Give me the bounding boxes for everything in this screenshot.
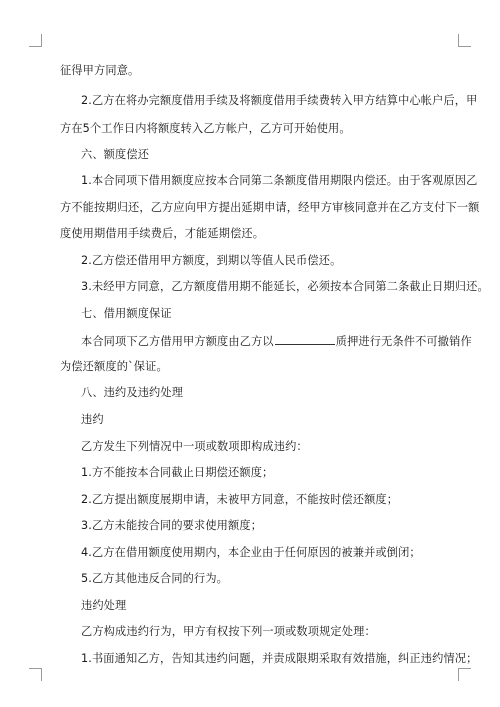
crop-mark-top-right [458, 34, 471, 47]
crop-mark-top-left [29, 34, 42, 47]
section-heading: 八、违约及违约处理 [81, 386, 184, 399]
subheading: 违约处理 [81, 599, 127, 612]
list-item: 1.书面通知乙方，告知其违约问题，并责成限期采取有效措施，纠正违约情况； [81, 652, 478, 665]
paragraph-line: 征得甲方同意。 [60, 64, 140, 77]
paragraph-line: 3.未经甲方同意，乙方额度借用期不能延长，必须按本合同第二条截止日期归还。 [81, 280, 489, 293]
pledge-text-after: 质押进行无条件不可撤销作 [335, 335, 472, 348]
list-item: 4.乙方在借用额度使用期内，本企业由于任何原因的被兼并或倒闭； [81, 546, 421, 559]
section-heading: 七、借用额度保证 [81, 307, 172, 320]
list-item: 1.方不能按本合同截止日期偿还额度； [81, 466, 274, 479]
list-item: 2.乙方提出额度展期申请，未被甲方同意，不能按时偿还额度； [81, 493, 399, 506]
section-heading: 六、额度偿还 [81, 148, 150, 161]
list-item: 5.乙方其他违反合同的行为。 [81, 572, 229, 585]
pledge-blank-field [275, 333, 335, 345]
paragraph-line: 乙方发生下列情况中一项或数项即构成违约： [81, 440, 308, 453]
crop-mark-bottom-right [458, 668, 471, 681]
paragraph-line: 方在5个工作日内将额度转入乙方帐户，乙方可开始使用。 [60, 122, 351, 135]
paragraph-line: 乙方构成违约行为，甲方有权按下列一项或数项规定处理： [81, 625, 376, 638]
subheading: 违约 [81, 413, 104, 426]
crop-mark-bottom-left [29, 668, 42, 681]
list-item: 3.乙方未能按合同的要求使用额度； [81, 519, 263, 532]
paragraph-line: 为偿还额度的`保证。 [60, 360, 168, 373]
paragraph-line: 1.本合同项下借用额度应按本合同第二条额度借用期限内偿还。由于客观原因乙 [81, 174, 478, 187]
paragraph-line [81, 333, 472, 350]
paragraph-line: 2.乙方偿还借用甲方额度，到期以等值人民币偿还。 [81, 254, 342, 267]
paragraph-line: 度使用期借用手续费后，才能延期偿还。 [60, 227, 265, 240]
paragraph-line: 2.乙方在将办完额度借用手续及将额度借用手续费转入甲方结算中心帐户后，甲 [81, 94, 478, 107]
pledge-text-before: 本合同项下乙方借用甲方额度由乙方以 [81, 335, 274, 348]
paragraph-line: 方不能按期归还，乙方应向甲方提出延期申请，经甲方审核同意并在乙方支付下一额 [60, 201, 480, 214]
